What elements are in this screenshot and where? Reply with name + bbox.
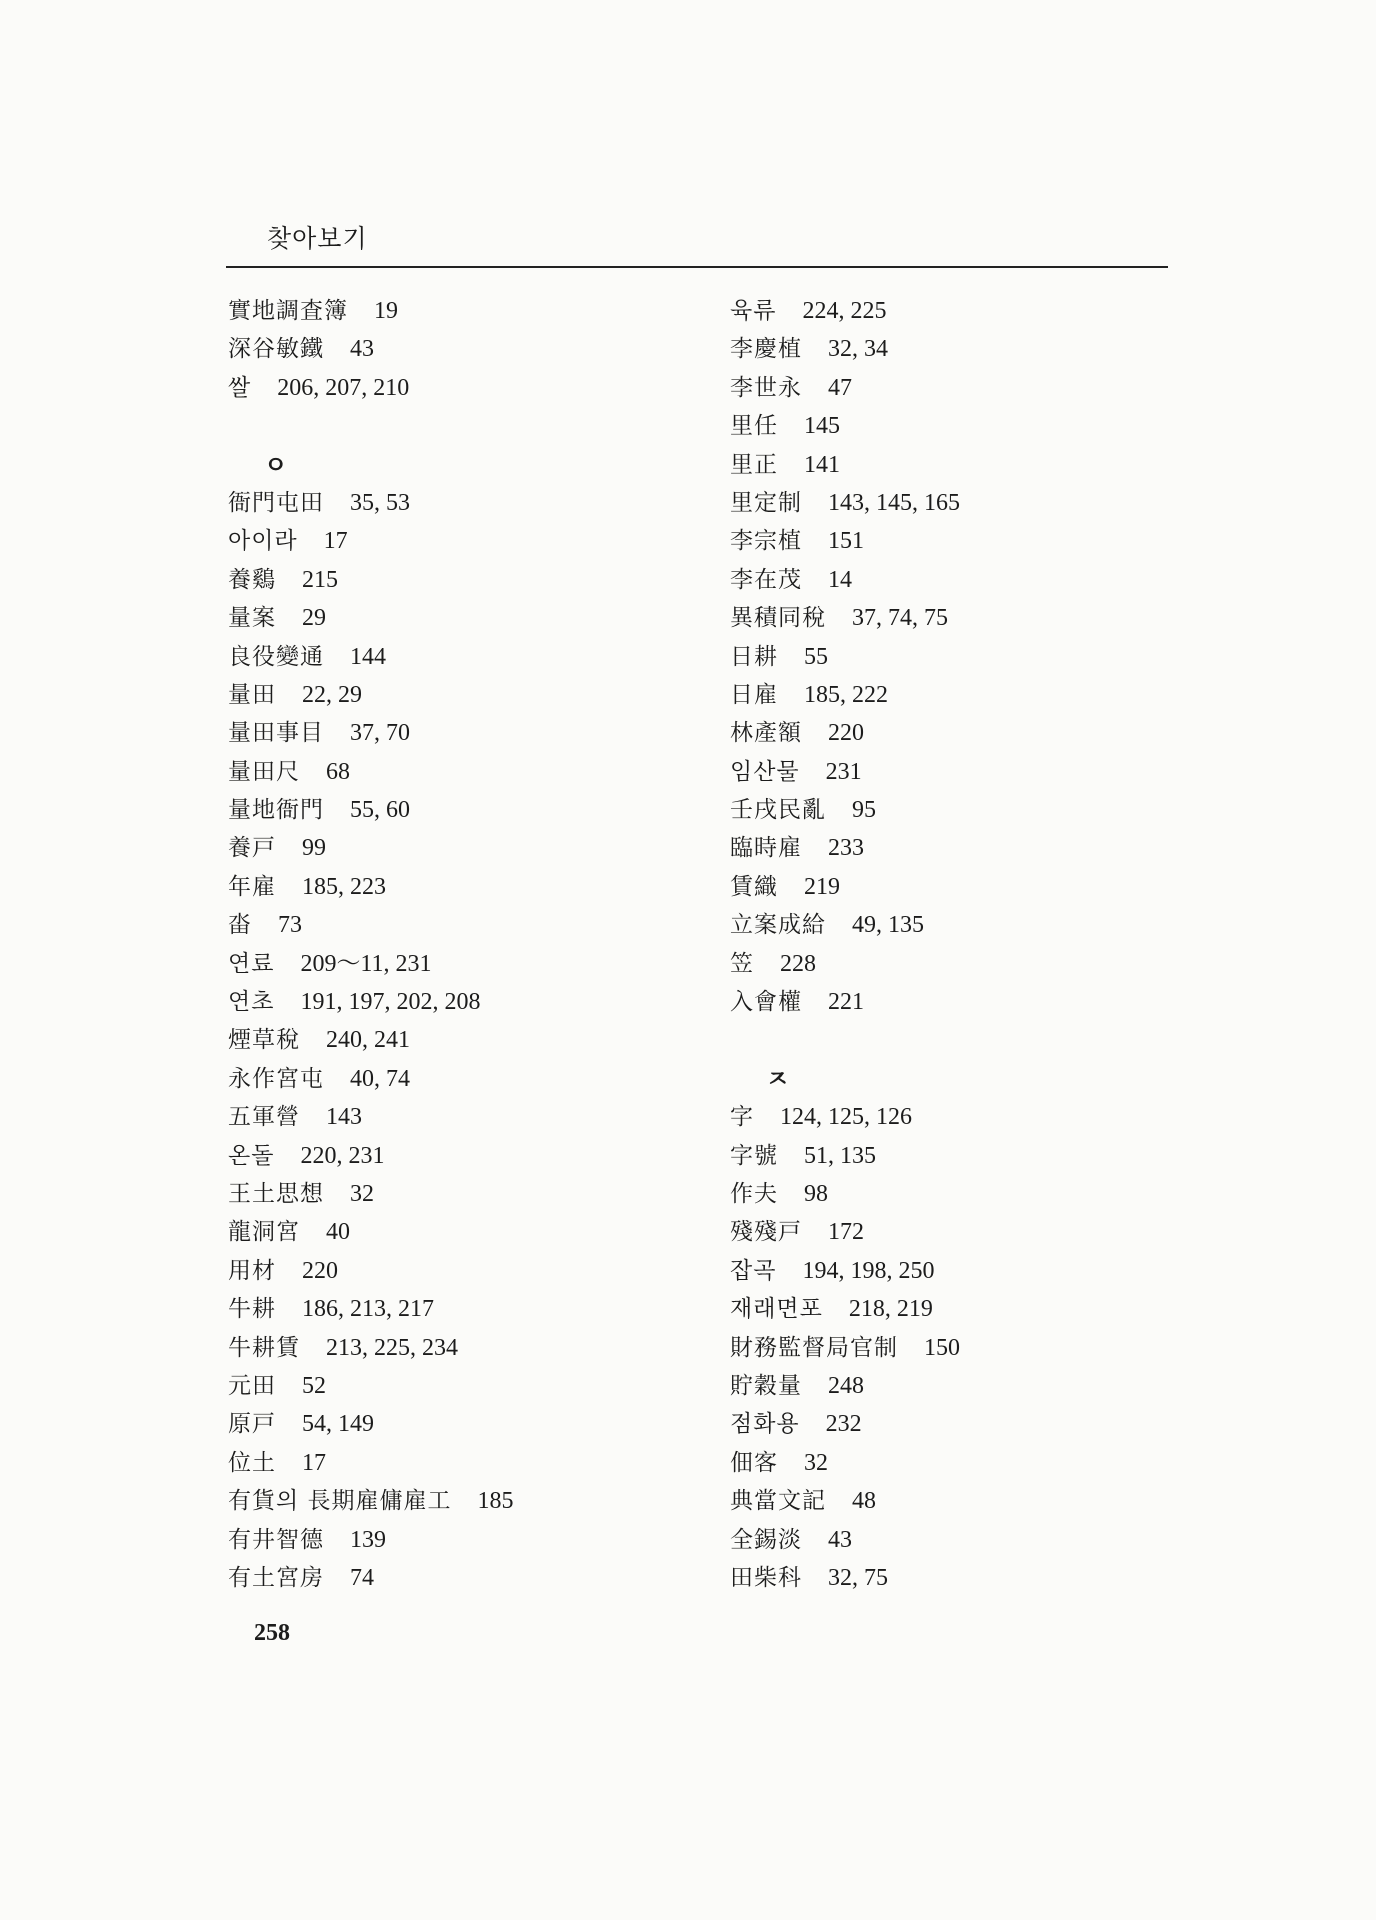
index-term: 온돌 [228,1142,275,1169]
index-entry [228,676,688,714]
index-page-refs: 37, 70 [350,720,410,747]
index-term: 李宗植 [730,528,802,555]
index-entry [730,561,1190,599]
index-page-refs: 228 [780,950,816,977]
index-term: 殘殘戸 [730,1219,802,1246]
index-entry [730,330,1190,368]
index-entry [730,829,1190,867]
index-term: 연초 [228,989,275,1016]
index-page-refs: 29 [302,605,326,632]
index-entry [730,945,1190,983]
index-page-refs: 213, 225, 234 [326,1334,458,1361]
section-heading: ㅈ [766,1064,790,1093]
index-page-refs: 150 [924,1334,960,1361]
index-entry [228,983,688,1021]
index-term: 養戸 [228,835,276,862]
index-term: 아이라 [228,528,298,555]
index-entry [228,829,688,867]
index-term: 李世永 [730,374,802,401]
index-term: 全錫淡 [730,1526,802,1553]
index-term: 里定制 [730,489,802,516]
index-term: 재래면포 [730,1296,823,1323]
index-entry [730,676,1190,714]
index-page-refs: 32, 75 [828,1564,888,1591]
index-page-refs: 40 [326,1219,350,1246]
index-page-refs: 40, 74 [350,1065,410,1092]
index-term: 永作宮屯 [228,1065,324,1092]
index-entry [730,369,1190,407]
index-entry [730,1175,1190,1213]
running-header [226,222,1168,268]
index-page-refs: 220 [828,720,864,747]
index-page-refs: 209～11, 231 [300,950,432,977]
index-page-refs: 141 [804,451,840,478]
index-term: 李慶植 [730,336,802,363]
index-entry [730,1444,1190,1482]
index-entry [228,1290,688,1328]
index-entry [730,446,1190,484]
index-term: 日雇 [730,681,778,708]
index-entry [730,522,1190,560]
index-term: 量田事目 [228,720,324,747]
index-page-refs: 151 [828,528,864,555]
index-term: 實地調査簿 [228,298,348,324]
index-entry [730,791,1190,829]
index-entry [228,292,688,330]
index-entry [228,868,688,906]
index-entry [730,906,1190,944]
index-page-refs: 99 [302,835,326,862]
index-term: 元田 [228,1372,276,1399]
index-entry [228,1060,688,1098]
index-page-refs: 172 [828,1219,864,1246]
index-page-refs: 49, 135 [852,912,924,939]
index-entry [730,1290,1190,1328]
index-term: 李在茂 [730,566,802,593]
index-page-refs: 185, 223 [302,873,386,900]
index-term: 衙門屯田 [228,489,324,516]
index-page-refs: 95 [852,797,876,824]
index-page-refs: 52 [302,1372,326,1399]
index-entry [730,292,1190,330]
index-entry [730,407,1190,445]
index-term: 賃織 [730,873,778,900]
index-page-refs: 143 [326,1104,362,1131]
index-term: 位土 [228,1449,276,1476]
section-spacer [228,407,688,445]
index-term: 典當文記 [730,1488,826,1515]
index-term: 林產額 [730,720,802,747]
index-page-refs: 17 [302,1449,326,1476]
index-term: 量案 [228,605,276,632]
index-entry [228,330,688,368]
index-page-refs: 194, 198, 250 [802,1257,935,1284]
index-page-refs: 220, 231 [300,1142,385,1169]
section-heading: ㅇ [264,450,288,479]
index-entry [228,1252,688,1290]
index-entry [730,1405,1190,1443]
index-term: 量田尺 [228,758,300,785]
index-term: 量地衙門 [228,797,324,824]
index-page-refs: 185 [477,1488,514,1515]
index-page-refs: 145 [804,413,840,440]
index-page-refs: 232 [825,1411,862,1438]
index-entry [730,753,1190,791]
index-entry [228,599,688,637]
index-page-refs: 68 [326,758,350,785]
index-entry [730,484,1190,522]
index-entry [730,599,1190,637]
index-page-refs: 51, 135 [804,1142,876,1169]
index-page-refs: 19 [374,298,398,324]
index-page-refs: 35, 53 [350,489,410,516]
index-entry [228,791,688,829]
index-term: 점화용 [730,1411,800,1438]
index-term: 五軍營 [228,1104,300,1131]
index-entry [228,1367,688,1405]
index-term: 有井智德 [228,1526,324,1553]
index-page-refs: 55, 60 [350,797,410,824]
index-term: 佃客 [730,1449,778,1476]
index-term: 연료 [228,950,275,977]
index-entry [228,1021,688,1059]
index-column-left [228,292,688,1597]
index-page-refs: 143, 145, 165 [828,489,960,516]
index-entry [730,868,1190,906]
index-entry [730,1252,1190,1290]
index-term: 잡곡 [730,1257,777,1284]
index-page-refs: 248 [828,1372,864,1399]
index-entry [730,983,1190,1021]
index-page-refs: 215 [302,566,338,593]
index-entry [730,1098,1190,1136]
index-entry [228,638,688,676]
index-term: 육류 [730,298,777,324]
index-term: 貯穀量 [730,1372,802,1399]
index-page-refs: 144 [350,643,386,670]
index-page-refs: 17 [323,528,348,555]
index-page-refs: 73 [278,912,302,939]
index-term: 里正 [730,451,778,478]
index-page-refs: 233 [828,835,864,862]
index-term: 用材 [228,1257,276,1284]
page-number: 258 [254,1620,290,1646]
index-term: 字號 [730,1142,778,1169]
index-term: 臨時雇 [730,835,802,862]
index-term: 王土思想 [228,1180,324,1207]
index-term: 財務監督局官制 [730,1334,898,1361]
index-term: 牛耕 [228,1296,276,1323]
index-entry [228,1213,688,1251]
index-page-refs: 32, 34 [828,336,888,363]
index-page-refs: 32 [804,1449,828,1476]
index-entry [228,1482,688,1520]
index-term: 立案成給 [730,912,826,939]
index-page-refs: 48 [852,1488,876,1515]
index-term: 임산물 [730,758,800,785]
index-term: 入會權 [730,989,802,1016]
index-term: 笠 [730,950,754,977]
index-entry [228,522,688,560]
index-term: 쌀 [228,374,252,401]
index-entry [228,369,688,407]
index-term: 異積同稅 [730,605,826,632]
index-entry [228,1175,688,1213]
index-entry [228,1444,688,1482]
index-page-refs: 220 [302,1257,338,1284]
index-term: 畓 [228,912,252,939]
index-entry [228,1098,688,1136]
index-page-refs: 186, 213, 217 [302,1296,434,1323]
index-page-refs: 219 [804,873,840,900]
index-page-refs: 22, 29 [302,681,362,708]
index-page-refs: 37, 74, 75 [852,605,948,632]
index-column-right [730,292,1190,1597]
index-page-refs: 218, 219 [848,1296,933,1323]
index-term: 日耕 [730,643,778,670]
index-term: 有土宮房 [228,1564,324,1591]
index-entry [228,906,688,944]
index-term: 良役變通 [228,643,324,670]
index-page-refs: 54, 149 [302,1411,374,1438]
index-page-refs: 74 [350,1564,374,1591]
index-entry [730,638,1190,676]
index-page-refs: 139 [350,1526,386,1553]
index-entry [730,1482,1190,1520]
index-term: 壬戌民亂 [730,797,826,824]
index-entry [730,1329,1190,1367]
index-entry [228,1329,688,1367]
index-term: 原戸 [228,1411,276,1438]
header-rule [226,266,1168,268]
header-title: 찾아보기 [267,224,368,253]
index-page-refs: 240, 241 [326,1027,410,1054]
index-entry [730,1521,1190,1559]
index-page-refs: 221 [828,989,864,1016]
index-entry [228,945,688,983]
index-page-refs: 206, 207, 210 [277,374,410,401]
index-page-refs: 185, 222 [804,681,888,708]
index-term: 量田 [228,681,276,708]
index-page-refs: 43 [828,1526,852,1553]
index-page-refs: 224, 225 [802,298,887,324]
index-entry [730,714,1190,752]
index-page-refs: 231 [825,758,862,785]
index-entry [730,1213,1190,1251]
index-entry [228,1405,688,1443]
index-entry [228,1559,688,1597]
index-term: 作夫 [730,1180,778,1207]
index-term: 年雇 [228,873,276,900]
index-page-refs: 43 [350,336,374,363]
index-page-refs: 98 [804,1180,828,1207]
index-term: 龍洞宮 [228,1219,300,1246]
index-term: 里任 [730,413,778,440]
index-entry [228,561,688,599]
index-term: 田柴科 [730,1564,802,1591]
index-entry [228,484,688,522]
index-entry [228,714,688,752]
index-entry [228,753,688,791]
index-term: 深谷敏鐵 [228,336,324,363]
index-page-refs: 47 [828,374,852,401]
index-term: 養鷄 [228,566,276,593]
index-entry [228,1521,688,1559]
index-term: 牛耕賃 [228,1334,300,1361]
index-page-refs: 32 [350,1180,374,1207]
index-term: 煙草稅 [228,1027,300,1054]
index-page-refs: 191, 197, 202, 208 [300,989,481,1016]
index-entry [730,1137,1190,1175]
index-term: 字 [730,1104,754,1131]
section-spacer [730,1021,1190,1059]
index-page-refs: 14 [828,566,852,593]
index-page-refs: 55 [804,643,828,670]
index-entry [730,1367,1190,1405]
index-term: 有貨의 長期雇傭雇工 [228,1488,452,1515]
index-page-refs: 124, 125, 126 [780,1104,912,1131]
index-entry [730,1559,1190,1597]
index-entry [228,1137,688,1175]
